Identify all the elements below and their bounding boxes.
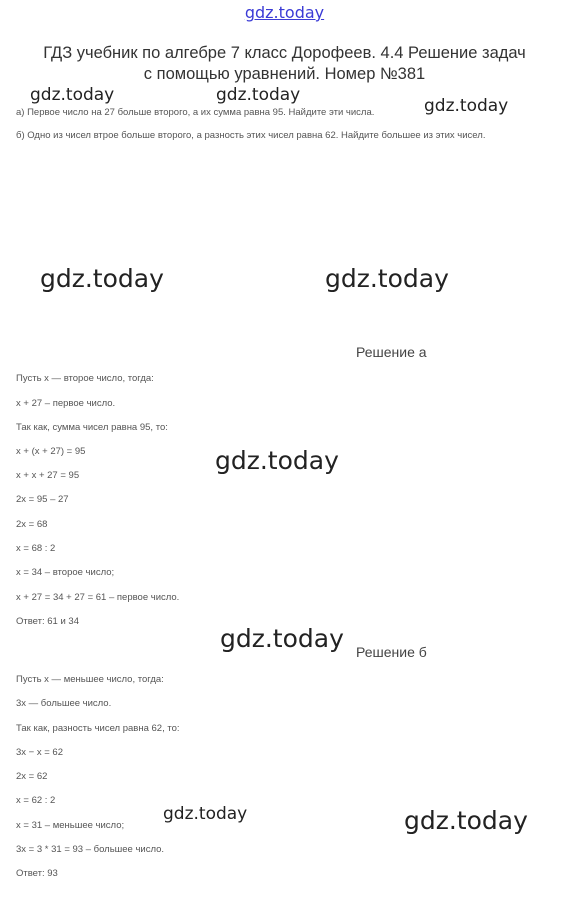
solution-a-line: Пусть x — второе число, тогда: (16, 373, 154, 384)
watermark: gdz.today (220, 624, 344, 653)
solution-a-line: 2x = 95 – 27 (16, 494, 69, 505)
watermark: gdz.today (404, 806, 528, 835)
page-title (0, 43, 569, 85)
solution-b-heading: Решение б (356, 644, 427, 660)
solution-b-line: x = 31 – меньшее число; (16, 820, 125, 831)
solution-b-line: Пусть x — меньшее число, тогда: (16, 674, 164, 685)
watermark: gdz.today (40, 264, 164, 293)
solution-b-line: 2x = 62 (16, 771, 48, 782)
watermark: gdz.today (215, 446, 339, 475)
title-line-1: ГДЗ учебник по алгебре 7 класс Дорофеев. 4.4 Решение задач (43, 44, 526, 62)
watermark: gdz.today (216, 85, 301, 105)
solution-a-line: 2x = 68 (16, 519, 48, 530)
solution-a-line: x + 27 = 34 + 27 = 61 – первое число. (16, 592, 180, 603)
solution-a-answer: Ответ: 61 и 34 (16, 616, 79, 627)
solution-b-line: 3x = 3 * 31 = 93 – большее число. (16, 844, 165, 855)
watermark: gdz.today (325, 264, 449, 293)
watermark: gdz.today (163, 804, 248, 824)
solution-b-line: 3x − x = 62 (16, 747, 64, 758)
solution-b-line: Так как, разность чисел равна 62, то: (16, 723, 180, 734)
solution-b-line: x = 62 : 2 (16, 795, 56, 806)
task-b-text: б) Одно из чисел втрое больше второго, а разность этих чисел равна 62. Найдите большее из этих чисел. (16, 130, 486, 141)
solution-a-heading: Решение а (356, 344, 427, 360)
solution-a-line: x + x + 27 = 95 (16, 470, 80, 481)
task-a-text: а) Первое число на 27 больше второго, а их сумма равна 95. Найдите эти числа. (16, 107, 375, 118)
watermark: gdz.today (424, 96, 509, 116)
solution-a-line: x = 34 – второе число; (16, 567, 115, 578)
solution-a-line: x + 27 – первое число. (16, 398, 116, 409)
solution-a-line: x + (x + 27) = 95 (16, 446, 86, 457)
site-logo[interactable]: gdz.today (244, 3, 325, 22)
solution-b-line: 3x — большее число. (16, 698, 112, 709)
watermark: gdz.today (30, 85, 115, 105)
solution-b-answer: Ответ: 93 (16, 868, 58, 879)
solution-a-line: x = 68 : 2 (16, 543, 56, 554)
title-line-2: с помощью уравнений. Номер №381 (143, 65, 426, 83)
solution-a-line: Так как, сумма чисел равна 95, то: (16, 422, 168, 433)
